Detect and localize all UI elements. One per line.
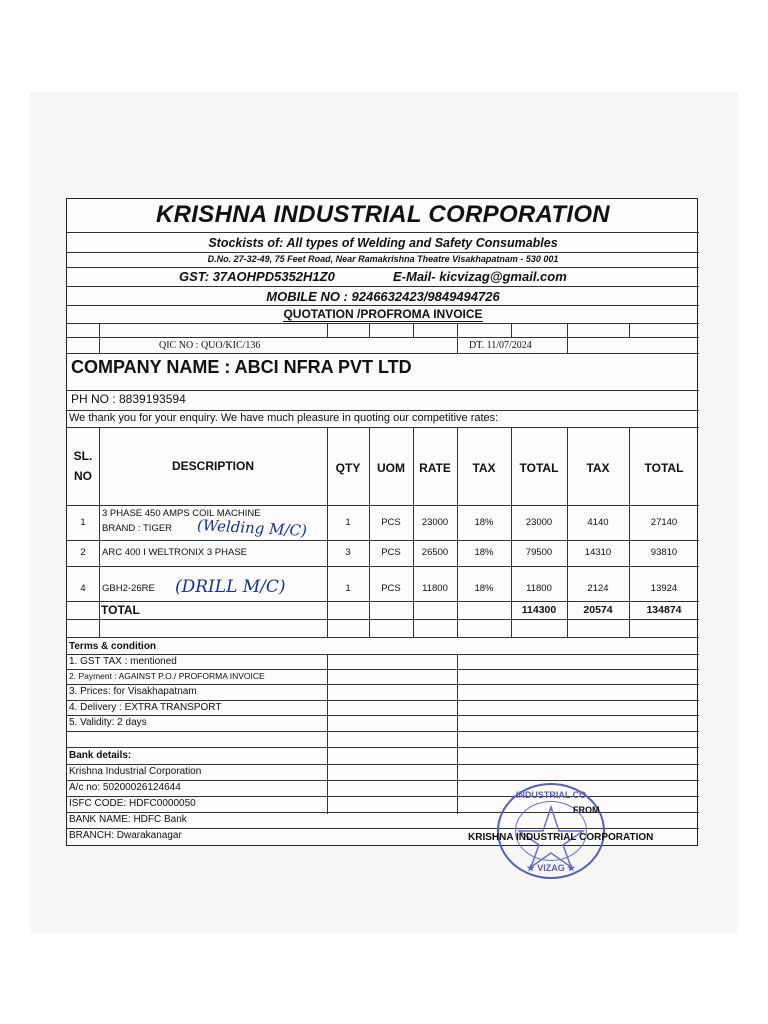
terms-delivery: 4. Delivery : EXTRA TRANSPORT [69,702,222,713]
document-type: QUOTATION /PROFROMA INVOICE [283,307,483,321]
qic-number: QIC NO : QUO/KIC/136 [159,340,261,351]
col-header-sl: SL. [73,449,93,463]
row3-grand-total: 13924 [650,583,678,594]
col-header-grand-total: TOTAL [644,461,684,475]
row2-tax-amount: 14310 [584,547,612,558]
col-header-uom: UOM [377,461,405,475]
row2-desc: ARC 400 I WELTRONIX 3 PHASE [102,547,248,558]
customer-phone: PH NO : 8839193594 [71,392,186,406]
row1-qty: 1 [345,517,351,528]
row3-uom: PCS [381,583,401,594]
terms-gst: 1. GST TAX : mentioned [69,656,177,667]
row3-handwritten-note: (DRILL M/C) [175,577,286,597]
row3-qty: 1 [345,583,351,594]
row1-tax-amount: 4140 [587,517,609,528]
col-header-qty: QTY [335,461,361,475]
bank-title: Bank details: [69,750,132,761]
row1-desc: 3 PHASE 450 AMPS COIL MACHINE [102,508,261,519]
row1-uom: PCS [381,517,401,528]
row1-sl: 1 [80,517,86,528]
row3-rate: 11800 [422,583,448,594]
terms-title: Terms & condition [69,641,157,652]
terms-validity: 5. Validity: 2 days [69,717,147,728]
row3-tax: 18% [474,583,494,594]
seal-star-icon [499,785,603,877]
col-header-no: NO [74,469,92,483]
totals-label: TOTAL [101,603,140,617]
bank-account-name: Krishna Industrial Corporation [69,766,202,777]
totals-grand-total: 134874 [646,604,682,616]
col-header-rate: RATE [419,461,451,475]
row1-total: 23000 [525,517,553,528]
signature-company: KRISHNA INDUSTRIAL CORPORATION [468,832,654,843]
bank-name: BANK NAME: HDFC Bank [69,814,187,825]
row2-qty: 3 [345,547,351,558]
row3-tax-amount: 2124 [587,583,609,594]
company-tagline: Stockists of: All types of Welding and Safety Consumables [208,236,558,250]
row1-tax: 18% [474,517,494,528]
row2-sl: 2 [80,547,86,558]
email-address: E-Mail- kicvizag@gmail.com [393,269,567,284]
row1-handwritten-note: (Welding M/C) [196,516,308,540]
row1-grand-total: 27140 [650,517,678,528]
mobile-number: MOBILE NO : 9246632423/9849494726 [266,289,500,304]
company-title: KRISHNA INDUSTRIAL CORPORATION [156,201,610,228]
col-header-tax: TAX [472,461,496,475]
bank-account-number: A/c no: 50200026124644 [69,782,181,793]
col-header-description: DESCRIPTION [171,459,254,473]
gst-number: GST: 37AOHPD5352H1Z0 [179,269,335,284]
row2-total: 79500 [525,547,553,558]
row3-total: 11800 [526,583,552,594]
row1-rate: 23000 [421,517,449,528]
bank-branch: BRANCH: Dwarakanagar [69,830,182,841]
bank-ifsc: ISFC CODE: HDFC0000050 [69,798,196,809]
terms-prices: 3. Prices: for Visakhapatnam [69,686,197,697]
quotation-form [66,198,698,846]
row2-grand-total: 93810 [650,547,678,558]
row3-sl: 4 [80,583,86,594]
totals-total: 114300 [521,604,557,616]
intro-text: We thank you for your enquiry. We have much pleasure in quoting our competitive rates: [69,412,499,424]
totals-tax-amount: 20574 [583,604,613,616]
row2-rate: 26500 [421,547,449,558]
signature-from: FROM [573,805,600,815]
col-header-total: TOTAL [519,461,559,475]
seal-top-text: INDUSTRIAL CO [515,790,587,800]
company-address: D.No. 27-32-49, 75 Feet Road, Near Ramakrishna Theatre Visakhapatnam - 530 001 [207,254,559,264]
row1-brand: BRAND : TIGER [102,523,173,534]
row2-tax: 18% [474,547,494,558]
seal-bottom-text: ★ VIZAG ★ [526,863,576,873]
quotation-date: DT. 11/07/2024 [469,340,532,351]
customer-company: COMPANY NAME : ABCI NFRA PVT LTD [71,357,412,377]
col-header-tax-amount: TAX [586,461,610,475]
terms-payment: 2. Payment : AGAINST P.O./ PROFORMA INVOICE [69,671,265,681]
company-seal [497,783,605,879]
row2-uom: PCS [381,547,401,558]
row3-desc: GBH2-26RE [102,583,155,594]
